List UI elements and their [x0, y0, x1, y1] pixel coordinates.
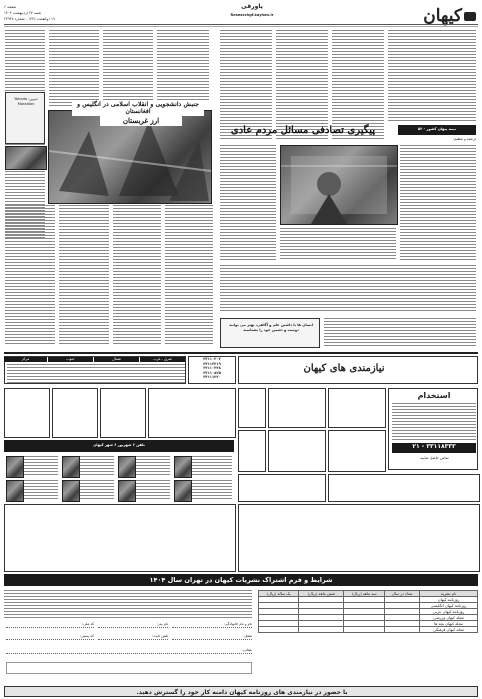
region-header-3: جنوب: [48, 357, 93, 362]
left-article-col-8: [165, 205, 213, 345]
subscription-title-bar: [4, 574, 478, 586]
footer-bar: [4, 686, 478, 697]
left-article-col-4: [157, 30, 209, 102]
right-bold-paragraph: [220, 265, 476, 313]
quote-text: انسان ها با داشتن علم و آگاهی، بهتر می توانند دوست و دشمن خود را بشناسند: [229, 323, 313, 332]
left-article-col-2: [49, 30, 99, 108]
form-label-job[interactable]: شغل:: [172, 634, 252, 640]
ad-photo-1: [6, 456, 24, 478]
ad-photo-6-text: [80, 480, 114, 500]
left-small-photo: [5, 146, 47, 170]
date-line-1: شنبه ۲۷ اردیبهشت ۱۴۰۴: [4, 11, 41, 15]
ad-box-4: [328, 430, 386, 472]
ads-lower-box-2: [238, 504, 480, 572]
ads-banner-text: تلفن ۶ شهریور ۶ شهر کیهان: [93, 443, 145, 447]
ads-lower-box-1: [4, 504, 236, 572]
left-byline-box: [5, 92, 45, 144]
left-article-col-3: [103, 30, 153, 100]
col-header: یک ساله (ریال): [259, 591, 299, 597]
right-article-col-7: [280, 228, 396, 260]
kayhan-logo: کیهان: [423, 6, 462, 26]
ad-box-8: [328, 474, 480, 502]
left-article-col-5: [5, 205, 55, 345]
quote-box: [220, 318, 320, 348]
cell: روزنامه کیهان: [420, 597, 478, 603]
ad-photo-4-text: [192, 456, 232, 476]
form-label-phone[interactable]: تلفن ثابت:: [98, 634, 168, 640]
ad-photo-2-text: [80, 456, 114, 476]
ads-header: [238, 356, 478, 384]
left-headline: جنبش دانشجویی و انقلاب اسلامی در انگلیس و افغانستان: [72, 100, 204, 116]
right-article-photo: [280, 145, 398, 225]
form-label-address[interactable]: نشانی:: [6, 648, 252, 654]
right-article-col-1: [220, 30, 272, 140]
ad-photo-8: [174, 480, 192, 502]
ads-phone-2: ۳۳۱۱۳۳۱۹: [203, 361, 221, 366]
ads-phone-list: [188, 356, 236, 384]
right-article-col-5: [220, 145, 276, 260]
form-label-name[interactable]: نام و نام خانوادگی:: [172, 622, 252, 628]
ad-photo-1-text: [24, 456, 58, 476]
cell: مجله کیهان فرهنگی: [420, 627, 478, 633]
ad-photo-5-text: [24, 480, 58, 500]
col-header: تعداد در سال: [385, 591, 420, 597]
right-article-col-4: [388, 30, 476, 122]
cell: روزنامه کیهان عربی: [420, 609, 478, 615]
form-label-id[interactable]: کد ملی:: [6, 622, 94, 628]
ads-phone-4: ۳۳۱۱۰۸۲۵: [203, 370, 221, 375]
region-header-2: شمال: [94, 357, 139, 362]
cell: روزنامه کیهان انگلیسی: [420, 603, 478, 609]
subscription-title: شرایط و فرم اشتراک نشریات کیهان در تهران سال ۱۴۰۴: [149, 576, 333, 584]
ad-box-2: [268, 388, 326, 428]
photo-figures-right: [281, 146, 397, 224]
right-article-col-6: [400, 145, 476, 260]
ad-photo-7: [118, 480, 136, 502]
col-header: شش ماهه (ریال): [299, 591, 344, 597]
ad-photo-6: [62, 480, 80, 502]
ad-photo-3: [118, 456, 136, 478]
region-header-4: مرکز: [4, 357, 47, 362]
employment-phone: ۳۳۱۱۸۳۳۳ - ۲۱: [392, 443, 476, 453]
ad-photo-4: [174, 456, 192, 478]
right-article-col-2: [276, 30, 328, 140]
subscription-instructions: [4, 590, 252, 618]
ad-photo-7-text: [136, 480, 170, 500]
ad-box-5: [268, 430, 326, 472]
col-header: نام نشریه: [420, 591, 478, 597]
website: Researchgf.kayhan.ir: [230, 13, 274, 17]
left-byline: تدوین: Yahoda Moradian: [14, 97, 38, 106]
ad-notice-1: [4, 388, 50, 438]
employment-line: تماس حاصل نمایید.: [419, 456, 449, 460]
section-title: پاورقی: [241, 3, 263, 10]
ad-photo-8-text: [192, 480, 232, 500]
ad-photo-5: [6, 480, 24, 502]
left-headline-2: ارز غربستان: [100, 115, 182, 126]
ad-box-6: [238, 430, 266, 472]
masthead-rule-2: [4, 26, 478, 27]
ad-box-7: [238, 474, 326, 502]
ads-phone-1: ۳۳۱۱۰۳۰۲: [203, 357, 221, 361]
subscription-table: [258, 590, 478, 633]
date-line-2: ۱۹ ذوالقعده ۱۴۴۶ - شماره ۲۳۹۳۸: [4, 17, 55, 21]
ad-box-3: [238, 388, 266, 428]
form-label-postal[interactable]: کد پستی:: [6, 634, 94, 640]
ads-top-rule: [4, 352, 478, 354]
employment-title: استخدام: [417, 391, 451, 400]
region-header-1: شرق - غرب: [140, 357, 185, 362]
ads-header-title: نیازمندی های کیهان: [303, 363, 385, 374]
form-box-line: [6, 662, 252, 674]
right-tag-box: [398, 125, 476, 135]
kayhan-logo-emblem: [464, 12, 476, 21]
ad-photo-3-text: [136, 456, 170, 476]
right-headline: پیگیری تصادفی مسائل مردم عادی: [230, 125, 376, 136]
form-label-father[interactable]: نام پدر:: [98, 622, 168, 628]
ad-notice-3: [100, 388, 146, 438]
left-article-col-6: [59, 205, 109, 345]
subscription-form: [4, 590, 252, 682]
right-tag-sub: ترجمه و تنظیم:: [453, 137, 476, 141]
page-label: صفحه ۶: [4, 5, 17, 9]
right-article-col-8: [324, 318, 476, 348]
employment-text: [392, 403, 476, 441]
ad-photo-2: [62, 456, 80, 478]
cell: مجله کیهان ورزشی: [420, 615, 478, 621]
ads-regions-table: [4, 356, 186, 384]
left-article-col-7: [113, 205, 161, 345]
ads-phone-5: ۳۳۱۱۱۲۲۰: [203, 375, 221, 380]
region-list: [7, 364, 185, 383]
ad-box-1: [328, 388, 386, 428]
col-header: سه ماهه (ریال): [344, 591, 385, 597]
right-article-col-3: [332, 30, 384, 140]
right-tag: نیمه پنهان کشور - ۵۲: [418, 127, 456, 131]
ad-notice-2: [52, 388, 98, 438]
table-row: [259, 627, 478, 633]
ad-notice-4: [148, 388, 236, 438]
employment-box: [388, 388, 478, 470]
masthead-rule: [4, 24, 478, 25]
footer-tagline: با حضور در نیازمندی های روزنامه کیهان دامنه کار خود را گسترش دهید.: [136, 689, 348, 696]
cell: مجله کیهان بچه ها: [420, 621, 478, 627]
ads-banner: [4, 440, 234, 452]
ads-phone-3: ۳۳۱۱۰۳۳۸: [203, 366, 221, 371]
